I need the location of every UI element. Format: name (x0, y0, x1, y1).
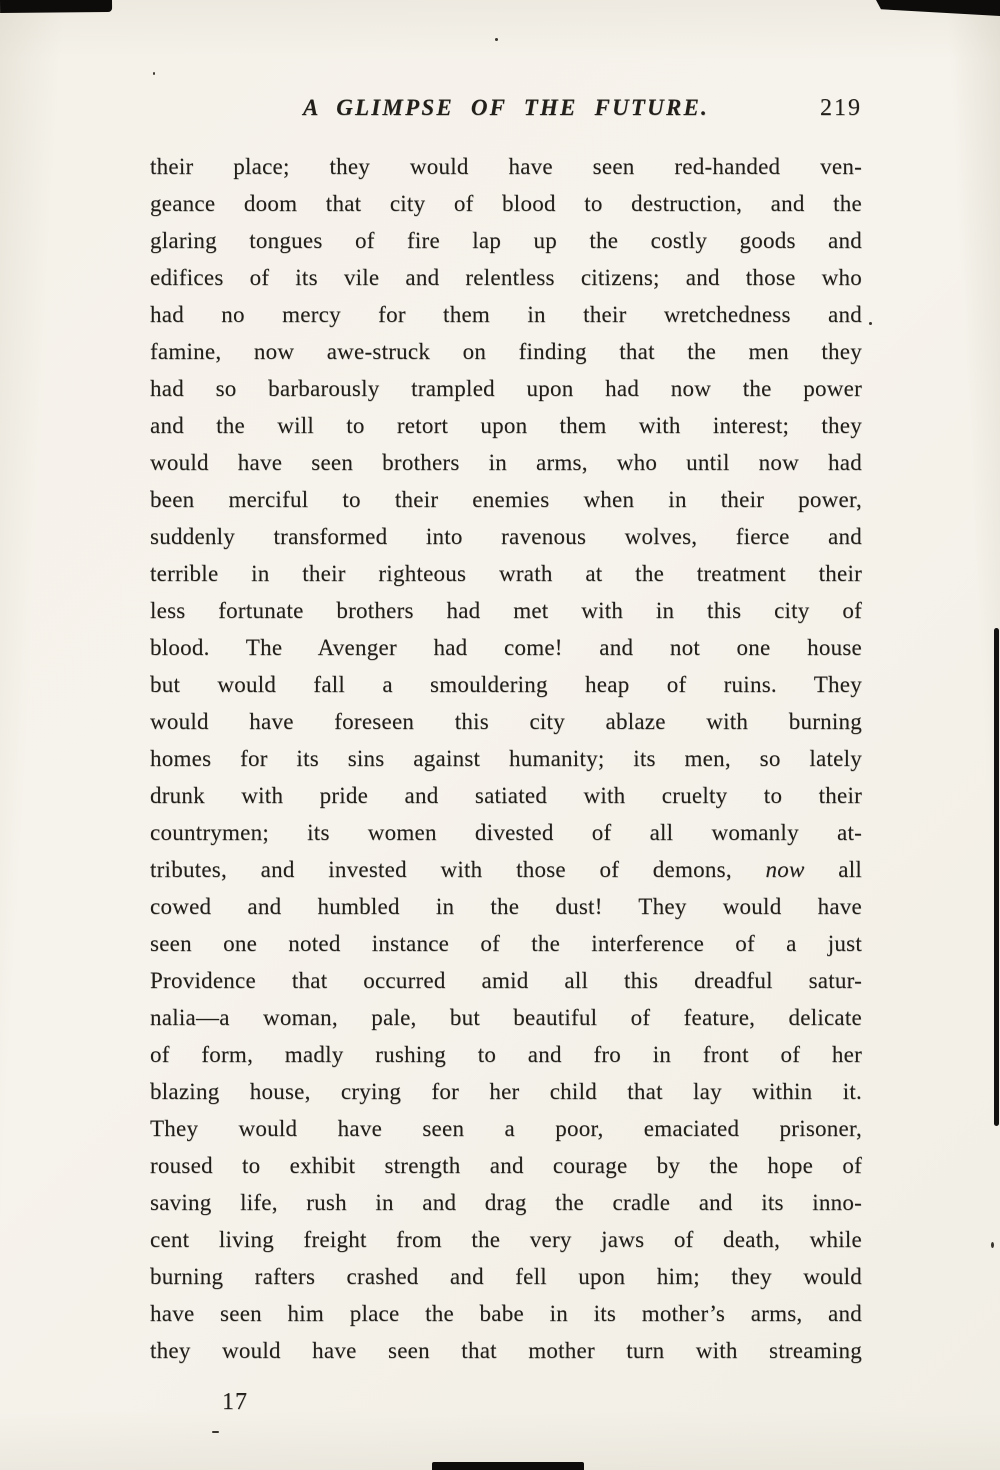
body-text-line: their place; they would have seen red-handed ven- (150, 154, 862, 179)
body-text-line: been merciful to their enemies when in their power, (150, 487, 862, 512)
body-text-line: seen one noted instance of the interference of a just (150, 931, 862, 956)
body-text-line: they would have seen that mother turn with streaming (150, 1338, 862, 1363)
body-text-line: less fortunate brothers had met with in this city of (150, 598, 862, 623)
body-text-line: nalia—a woman, pale, but beautiful of feature, delicate (150, 1005, 862, 1030)
body-text-line: saving life, rush in and drag the cradle and its inno- (150, 1190, 862, 1215)
scan-speck (212, 1431, 219, 1433)
body-text-line: edifices of its vile and relentless citizens; and those who (150, 265, 862, 290)
scan-speck (153, 72, 155, 75)
running-header (150, 92, 862, 124)
scan-speck (495, 38, 498, 41)
body-text-line: tributes, and invested with those of demons, now all (150, 857, 862, 882)
body-text-line: blood. The Avenger had come! and not one house (150, 635, 862, 660)
body-text-line: of form, madly rushing to and fro in front of her (150, 1042, 862, 1067)
text-block (150, 92, 862, 1416)
body-text-line: cowed and humbled in the dust! They would have (150, 894, 862, 919)
page-number: 219 (820, 95, 862, 121)
body-text-line: famine, now awe-struck on finding that the men they (150, 339, 862, 364)
body-text-line: blazing house, crying for her child that lay within it. (150, 1079, 862, 1104)
signature-mark: 17 (222, 1389, 248, 1415)
body-text-line: homes for its sins against humanity; its men, so lately (150, 746, 862, 771)
body-text-line: but would fall a smouldering heap of ruins. They (150, 672, 862, 697)
body-text-line: suddenly transformed into ravenous wolves, fierce and (150, 524, 862, 549)
scan-speck (869, 322, 872, 325)
body-text-line: geance doom that city of blood to destruction, and the (150, 191, 862, 216)
body-text-line: have seen him place the babe in its mother’s arms, and (150, 1301, 862, 1326)
scan-artifact-bottom (432, 1462, 584, 1470)
body-text-line: burning rafters crashed and fell upon him; they would (150, 1264, 862, 1289)
scan-artifact-top-right (876, 0, 1000, 16)
scan-speck (991, 1242, 994, 1248)
running-header-title: A GLIMPSE OF THE FUTURE. (303, 95, 709, 120)
body-text-line: They would have seen a poor, emaciated prisoner, (150, 1116, 862, 1141)
body-text-line: glaring tongues of fire lap up the costly goods and (150, 228, 862, 253)
body-text-line: Providence that occurred amid all this dreadful satur- (150, 968, 862, 993)
scan-artifact-right-edge (994, 628, 999, 1126)
body-text-line: cent living freight from the very jaws of death, while (150, 1227, 862, 1252)
body-text-line: would have seen brothers in arms, who until now had (150, 450, 862, 475)
body-text-line: had no mercy for them in their wretchedness and (150, 302, 862, 327)
scan-artifact-top-left (0, 0, 112, 13)
body-text-line: countrymen; its women divested of all womanly at- (150, 820, 862, 845)
body-text-line: roused to exhibit strength and courage by the hope of (150, 1153, 862, 1178)
body-text-line: and the will to retort upon them with interest; they (150, 413, 862, 438)
body-text-line: drunk with pride and satiated with cruelty to their (150, 783, 862, 808)
body-lines (150, 148, 862, 1369)
body-text-line: would have foreseen this city ablaze with burning (150, 709, 862, 734)
body-text-line: terrible in their righteous wrath at the treatment their (150, 561, 862, 586)
body-text-line: had so barbarously trampled upon had now the power (150, 376, 862, 401)
